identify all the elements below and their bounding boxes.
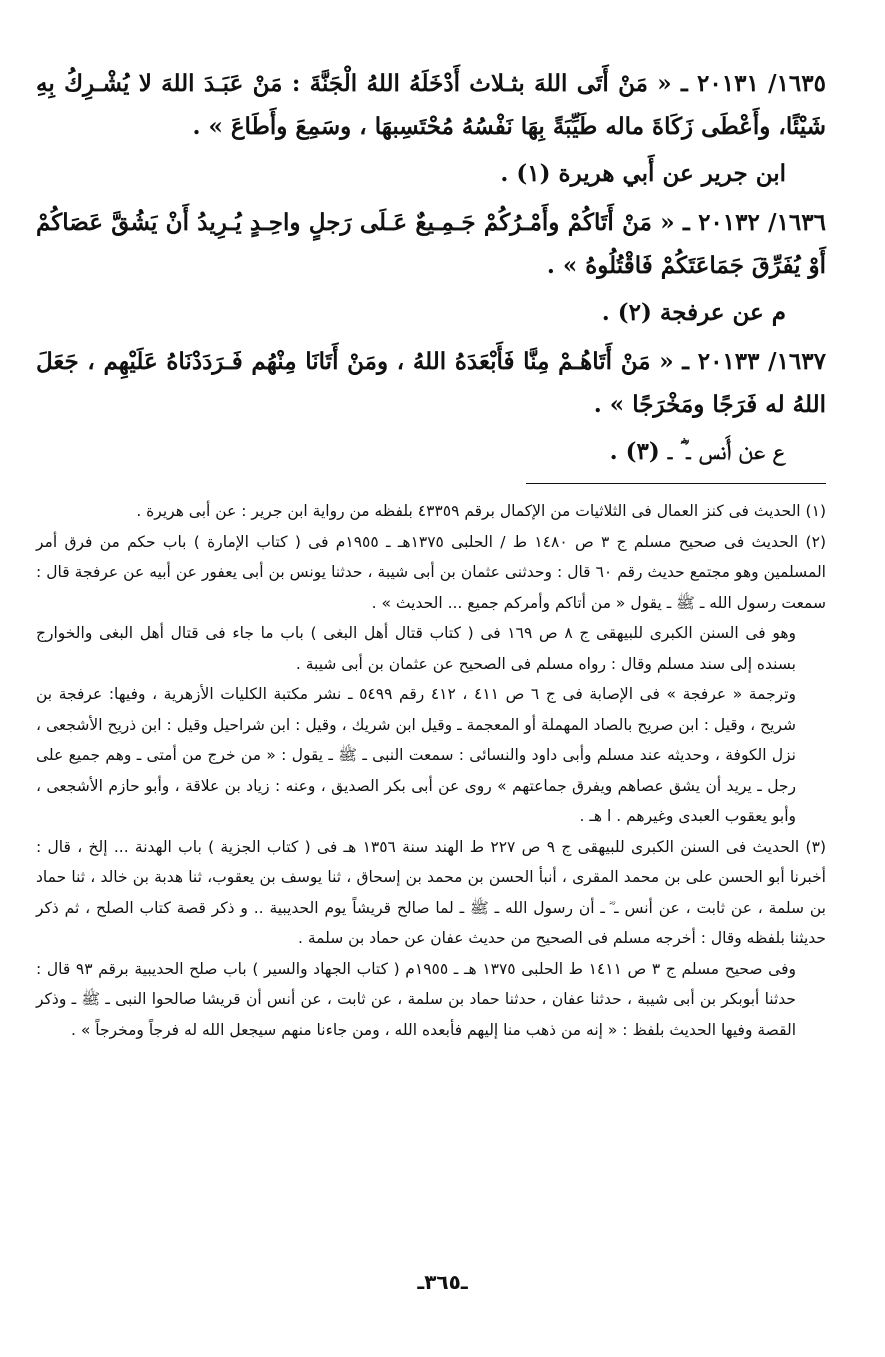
footnote-1-text: الحديث فى كنز العمال فى الثلاثيات من الإكمال برقم ٤٣٣٥٩ بلفظه من رواية ابن جرير : عن أبى هريرة . — [136, 502, 801, 520]
hadith-1-text: « مَنْ أَتَى اللهَ بثـلاث أَدْخَلَهُ اللهُ الْجَنَّةَ : مَنْ عَبَـدَ اللهَ لا يُشْـرِكُ بِهِ شَيْئًا، وأَعْطَى زَكَاةَ ماله طَيِّبَةً بِهَا نَفْسُهُ مُحْتَسِبهَا ، وسَمِعَ وأَطَاعَ » . — [36, 70, 826, 140]
footnote-1 — [36, 496, 826, 527]
footnote-3-number: (٣) — [805, 837, 826, 856]
footnote-2-paragraph-3: وترجمة « عرفجة » فى الإصابة فى ج ٦ ص ٤١١ ، ٤١٢ رقم ٥٤٩٩ ـ نشر مكتبة الكليات الأزهرية ، وفيها: عرفجة بن شريح ، وقيل : ابن صريح بالصاد المهملة أو المعجمة ـ وقيل ابن شريك ، وقيل : ابن شراحيل وقيل : ابن ذريح الأشجعى ، نزل الكوفة ، وحديثه عند مسلم وأبى داود والنسائى : سمعت النبى ـ ﷺ ـ يقول : « من خرج من أمتى ـ وهم جميع على رجل ـ يريد أن يشق عصاهم ويفرق جماعتهم » روى عن أبى بكر الصديق ، وعنه : زياد بن علاقة ، وأبو حازم الأشجعى ، وأبو يعقوب العبدى وغيرهم . ا هـ . — [36, 685, 797, 825]
page-content — [36, 62, 826, 1045]
hadith-2-text: « مَنْ أَتَاكُمْ وأَمْـرُكُمْ جَـمِـيعٌ عَـلَى رَجلٍ واحِـدٍ يُـرِيدُ أَنْ يَشُقَّ عَصَاكُمْ أَوْ يُفَرِّقَ جَمَاعَتَكُمْ فَاقْتُلُوهُ » . — [36, 209, 826, 279]
hadith-2 — [36, 201, 826, 287]
footnote-3-paragraph-2: وفى صحيح مسلم ج ٣ ص ١٤١١ ط الحلبى ١٣٧٥ هـ ـ ١٩٥٥م ( كتاب الجهاد والسير ) باب صلح الحديبية برقم ٩٣ قال : حدثنا أبوبكر بن أبى شيبة ، حدثنا عفان ، حدثنا حماد بن سلمة ، عن ثابت ، عن أنس أن قريشا صالحوا النبى ـ ﷺ ـ وذكر القصة وفيها الحديث بلفظ : « إنه من ذهب منا إليهم فأبعده الله ، ومن جاءنا منهم سيجعل الله له فرجاً ومخرجاً » . — [36, 959, 796, 1039]
hadith-section — [36, 62, 826, 473]
footnote-3 — [36, 832, 826, 954]
footnote-2-text: الحديث فى صحيح مسلم ج ٣ ص ١٤٨٠ ط / الحلبى ١٣٧٥هـ ـ ١٩٥٥م فى ( كتاب الإمارة ) باب حكم من فرق أمر المسلمين وهو مجتمع حديث رقم ٦٠ قال : وحدثنى عثمان بن أبى شيبة ، حدثنا يونس بن أبى يعفور عن أبيه عن عرفجة قال : سمعت رسول الله ـ ﷺ ـ يقول « من أتاكم وأمركم جميع ... الحديث » . — [36, 532, 826, 612]
footnote-3-text: الحديث فى السنن الكبرى للبيهقى ج ٩ ص ٢٢٧ ط الهند سنة ١٣٥٦ هـ فى ( كتاب الجزية ) باب الهدنة ... إلخ ، قال : أخبرنا أبو الحسن على بن محمد المقرى ، أنبأ الحسن بن محمد بن إسحاق ، ثنا يوسف بن يعقوب، ثنا هدبة بن خالد ، ثنا حماد بن سلمة ، عن ثابت ، عن أنس ـ ؓ ـ أن رسول الله ـ ﷺ ـ لما صالح قريشاً يوم الحديبية .. و ذكر قصة كتاب الصلح ، ثم ذكر حديثنا بلفظه وقال : أخرجه مسلم فى الصحيح من حديث عفان عن حماد بن سلمة . — [36, 837, 826, 947]
footnotes-section — [36, 496, 826, 1045]
hadith-3 — [36, 340, 826, 426]
footnote-1-number: (١) — [805, 502, 826, 520]
hadith-1-number: ١٦٣٥/ ٢٠١٣١ ـ — [680, 70, 826, 97]
hadith-2-source: م عن عرفجة (٢) . — [601, 299, 786, 326]
footnote-2-number: (٢) — [805, 532, 826, 551]
hadith-1-source: ابن جرير عن أَبي هريرة (١) . — [500, 160, 786, 187]
footnote-2-paragraph-2: وهو فى السنن الكبرى للبيهقى ج ٨ ص ١٦٩ فى ( كتاب قتال أهل البغى ) باب ما جاء فى قتال أهل البغى والخوارج بسنده إلى سند مسلم وقال : رواه مسلم فى الصحيح عن عثمان بن أبى شيبة . — [36, 624, 796, 673]
hadith-2-number: ١٦٣٦/ ٢٠١٣٢ ـ — [682, 209, 826, 236]
page-number: ـ٣٦٥ـ — [417, 1270, 468, 1294]
hadith-1 — [36, 62, 826, 148]
footnote-divider — [526, 483, 826, 484]
footnote-2 — [36, 527, 826, 619]
hadith-3-source: ع عن أَنس ـ ؓ ـ (٣) . — [609, 438, 786, 465]
hadith-3-number: ١٦٣٧/ ٢٠١٣٣ ـ — [682, 348, 826, 375]
hadith-3-text: « مَنْ أَتَاهُـمْ مِنَّا فَأَبْعَدَهُ اللهُ ، ومَنْ أَتَانَا مِنْهُم فَـرَدَدْنَاهُ عَلَيْهِم ، جَعَلَ اللهُ له فَرَجًا ومَخْرَجًا » . — [36, 348, 826, 418]
